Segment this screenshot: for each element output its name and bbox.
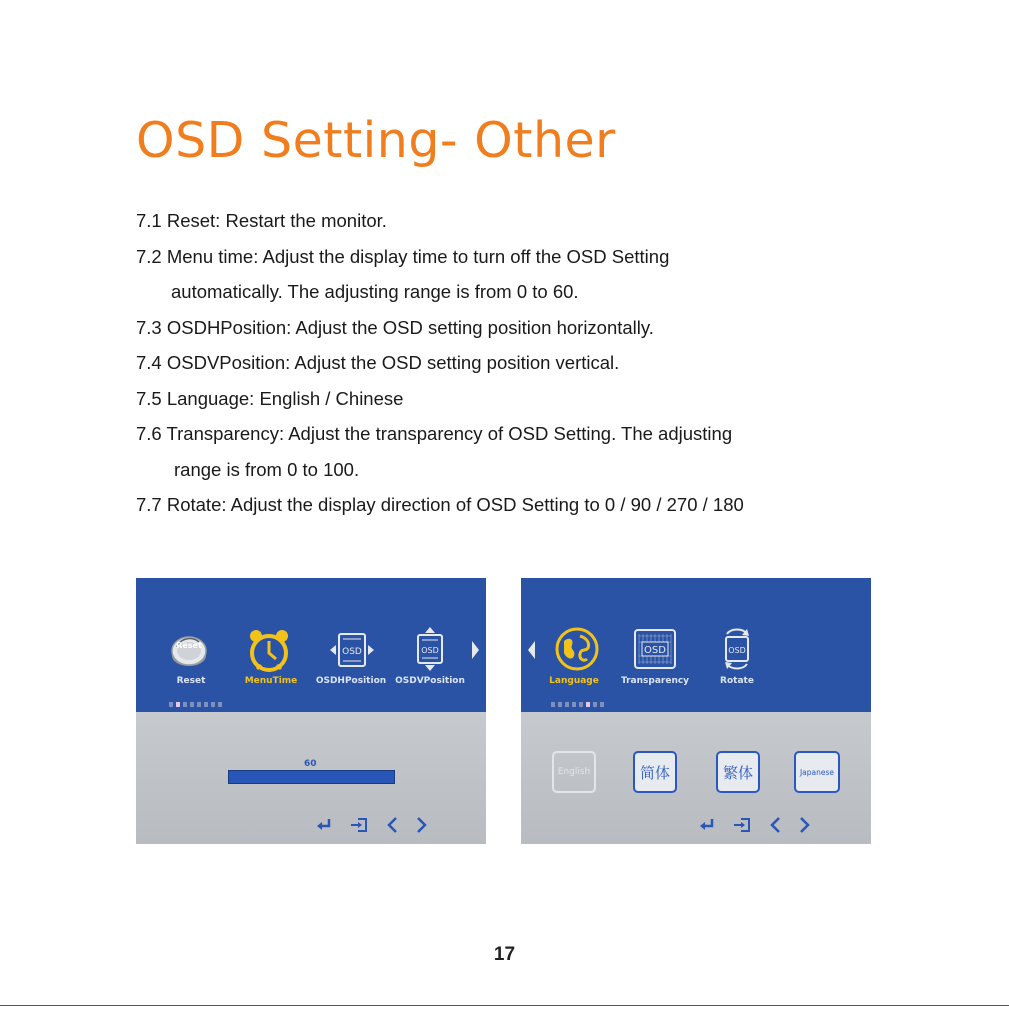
page-title: OSD Setting- Other (136, 112, 616, 169)
menu-label-transparency: Transparency (620, 676, 690, 686)
menu-time-value: 60 (304, 759, 317, 769)
reset-icon[interactable] (169, 631, 209, 671)
bottom-rule (0, 1005, 1009, 1006)
exit-icon[interactable] (350, 817, 368, 833)
osd-nav-bar (316, 816, 428, 834)
language-option-english[interactable]: English (552, 751, 596, 793)
page-number: 17 (493, 944, 516, 965)
menu-time-slider[interactable] (228, 770, 395, 784)
item-menu-time-cont: automatically. The adjusting range is from 0 to 60. (171, 281, 579, 302)
menu-label-v-position: OSDVPosition (395, 676, 465, 686)
item-reset: 7.1 Reset: Restart the monitor. (136, 210, 387, 231)
enter-icon[interactable] (316, 818, 332, 832)
chevron-left-icon[interactable] (769, 816, 781, 834)
v-position-icon-text: OSD (421, 646, 439, 655)
settings-description-list (136, 208, 936, 528)
page-indicator (551, 702, 604, 707)
chevron-right-icon[interactable] (799, 816, 811, 834)
osd-screenshot-menu-time (136, 578, 486, 844)
h-position-icon-text: OSD (342, 647, 362, 657)
transparency-icon[interactable] (633, 628, 677, 670)
exit-icon[interactable] (733, 817, 751, 833)
menu-label-rotate: Rotate (720, 676, 754, 686)
language-option-traditional-chinese[interactable]: 繁体 (716, 751, 760, 793)
v-position-icon[interactable] (415, 626, 445, 672)
menu-label-language: Language (549, 676, 599, 686)
item-transparency-cont: range is from 0 to 100. (174, 458, 360, 480)
chevron-left-icon[interactable] (386, 816, 398, 834)
reset-icon-text: Reset (176, 641, 202, 650)
item-v-position: 7.4 OSDVPosition: Adjust the OSD setting position vertical. (136, 352, 620, 373)
alarm-clock-icon[interactable] (244, 626, 294, 674)
menu-scroll-right-icon[interactable] (470, 640, 480, 660)
language-option-japanese[interactable]: Japanese (794, 751, 840, 793)
h-position-icon[interactable] (328, 632, 376, 668)
rotate-icon[interactable] (721, 626, 753, 672)
enter-icon[interactable] (699, 818, 715, 832)
osd-nav-bar (699, 816, 811, 834)
chevron-right-icon[interactable] (416, 816, 428, 834)
rotate-icon-text: OSD (728, 646, 746, 655)
menu-label-reset: Reset (176, 676, 206, 686)
item-menu-time: 7.2 Menu time: Adjust the display time to turn off the OSD Setting (136, 245, 670, 267)
page-indicator (169, 702, 222, 707)
item-h-position: 7.3 OSDHPosition: Adjust the OSD setting position horizontally. (136, 316, 654, 338)
osd-screenshot-language (521, 578, 871, 844)
globe-icon[interactable] (554, 626, 600, 672)
item-rotate: 7.7 Rotate: Adjust the display direction of OSD Setting to 0 / 90 / 270 / 180 (136, 494, 744, 515)
menu-scroll-left-icon[interactable] (527, 640, 537, 660)
transparency-icon-text: OSD (644, 645, 666, 656)
menu-label-menu-time: MenuTime (244, 676, 298, 686)
language-option-simplified-chinese[interactable]: 简体 (633, 751, 677, 793)
item-transparency: 7.6 Transparency: Adjust the transparency of OSD Setting. The adjusting (136, 423, 733, 444)
menu-label-h-position: OSDHPosition (315, 676, 387, 686)
item-language: 7.5 Language: English / Chinese (136, 387, 404, 409)
